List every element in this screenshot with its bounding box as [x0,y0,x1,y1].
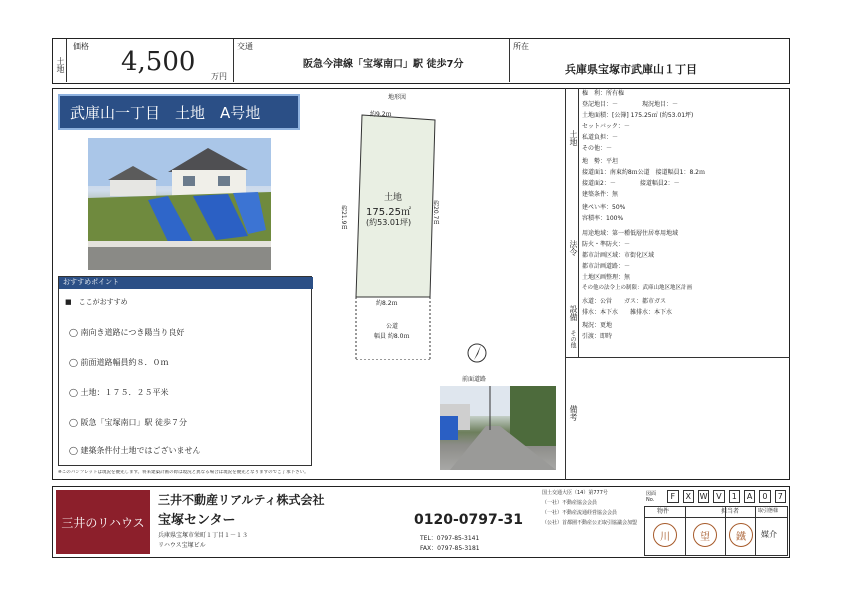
street-photo [440,386,556,470]
code-cell: 1 [729,490,740,503]
price-label: 価格 [73,42,89,51]
house-photo [88,138,271,270]
spec-row: 登記地目：－ 現況地目：－ [582,101,679,108]
approval-stamp: 川 [653,523,677,547]
spec-row: 権 利：所有権 [582,90,625,97]
role-table [644,506,788,556]
spec-law-label: 法令 [569,240,578,256]
approval-stamp: 望 [693,523,717,547]
site-plan [320,100,500,360]
points-box [58,276,312,466]
divider [645,517,787,518]
spec-row: その他：－ [582,145,613,152]
spec-row: 建築条件：無 [582,191,619,198]
code-cell: X [683,490,694,503]
house-photo-illustration [88,138,271,270]
tel-number: TEL：0797-85-3141 [420,535,480,542]
disclaimer-note: ※このパンフレットは現況を優先します。将来建築計画の際は現況と異なる場合は現況を優先となりますのでご了承下さい。 [58,470,309,475]
point-item: ◯ 阪急「宝塚南口」駅 徒歩７分 [69,418,188,427]
spec-row: 土地区画整理：無 [582,274,631,281]
plan-road-label: 公道 [386,323,399,330]
spec-remarks-label: 備考 [569,405,578,421]
license-line: （一社）不動産協会会員 [542,500,598,506]
spec-row: 水道：公営 ガス：都市ガス [582,298,667,305]
price-value: 4,500 [121,47,196,77]
divider [685,507,686,555]
spec-row: 地 勢：平坦 [582,158,619,165]
location-value: 兵庫県宝塚市武庫山１丁目 [565,63,697,76]
point-item: ◯ 建築条件付土地ではございません [69,446,201,455]
point-item: ◯ 南向き道路につき陽当り良好 [69,328,185,337]
spec-row: 防火・準防火：－ [582,241,631,248]
property-title-banner [58,94,300,130]
license-block [542,488,642,528]
spec-row: 接道面2：－ 接道幅員2：－ [582,180,680,187]
divider [565,357,790,358]
mediation-label: 媒介 [761,530,777,539]
spec-row: 建ぺい率：50% [582,204,626,211]
branch-name: 宝塚センター [158,513,236,528]
street-caption: 前面道路 [462,376,487,383]
spec-row: 排水：本下水 雑排水：本下水 [582,309,673,316]
plan-left-side: 約21.9ｍ [340,205,347,231]
license-line: （一社）不動産流通経営協会会員 [542,510,618,516]
spec-row: 用途地域：第一種低層住居専用地域 [582,230,679,237]
plan-tsubo: (約53.01坪) [366,218,412,227]
spec-row: 都市計画道路：－ [582,263,631,270]
spec-row: 現況：更地 [582,322,613,329]
approval-stamp: 鐵 [729,523,753,547]
spec-divider [565,88,566,480]
divider [233,39,234,82]
north-arrow-icon [466,342,488,364]
price-unit: 万円 [211,72,227,81]
spec-row: 接道面1：南東約8ｍ公道 接道幅員1：8.2ｍ [582,169,705,176]
branch-building: リハウス宝塚ビル [158,542,206,549]
spec-other-label: その他 [569,330,576,348]
traffic-value: 阪急今津線「宝塚南口」駅 徒歩7分 [303,59,464,70]
drawing-code [646,489,786,503]
code-cell: V [713,490,724,503]
land-label: 土地 [53,39,67,82]
traffic-label: 交通 [237,42,253,51]
plan-area: 175.25㎡ [366,207,411,218]
spec-row: 都市計画区域：市街化区域 [582,252,655,259]
spec-row: 引渡：即時 [582,333,613,340]
plan-right-side: 約20.7ｍ [432,200,439,226]
divider [755,507,756,555]
location-label: 所在 [513,42,529,51]
code-cell: F [667,490,678,503]
points-title: おすすめポイント [59,277,313,289]
license-line: 国土交通大臣（14）第777号 [542,490,608,496]
street-photo-illustration [440,386,556,470]
code-cell: 7 [775,490,786,503]
plan-road-width: 幅員 約8.0ｍ [374,333,410,340]
license-line: （公社）首都圏不動産公正取引協議会加盟 [542,520,638,526]
code-cell: A [744,490,755,503]
plan-title: 地形図 [388,94,407,101]
points-subtitle: ■ ここがおすすめ [65,298,128,306]
free-dial[interactable]: 0120-0797-31 [414,512,524,528]
company-name: 三井不動産リアルティ株式会社 [158,493,325,507]
role-label: 物件 [657,508,670,515]
divider [578,88,579,358]
spec-row: その他の法令上の制限：武庫山地区地区計画 [582,285,693,291]
plan-top-width: 約9.2ｍ [370,111,392,118]
code-label: 図面No. [646,490,657,503]
brand-name: 三井のリハウス [61,515,145,530]
spec-list [582,90,787,355]
property-title: 武庫山一丁目 土地 A号地 [70,103,261,122]
spec-facility-label: 設備 [569,305,578,321]
brand-logo [56,490,150,554]
spec-row: セットバック：－ [582,123,630,130]
spec-row: 容積率：100% [582,215,624,222]
point-item: ◯ 前面道路幅員約８．０ｍ [69,358,169,367]
fax-number: FAX：0797-85-3181 [420,545,480,552]
spec-row: 私道負担：－ [582,134,619,141]
header-bar [52,38,790,84]
role-label: 担当者 [721,508,740,515]
spec-land-label: 土地 [569,130,578,146]
divider [509,39,510,82]
point-item: ◯ 土地：１７５．２５平米 [69,388,169,397]
role-label: 取引態様 [758,508,779,514]
code-cell: W [699,491,708,501]
branch-address: 兵庫県宝塚市栄町１丁目１－１３ [158,532,249,539]
code-cell: 0 [759,490,770,503]
plan-bottom-width: 約8.2ｍ [376,300,398,307]
spec-row: 土地面積：[公簿] 175.25㎡ (約53.01坪) [582,112,694,119]
plan-land-label: 土地 [384,193,403,203]
